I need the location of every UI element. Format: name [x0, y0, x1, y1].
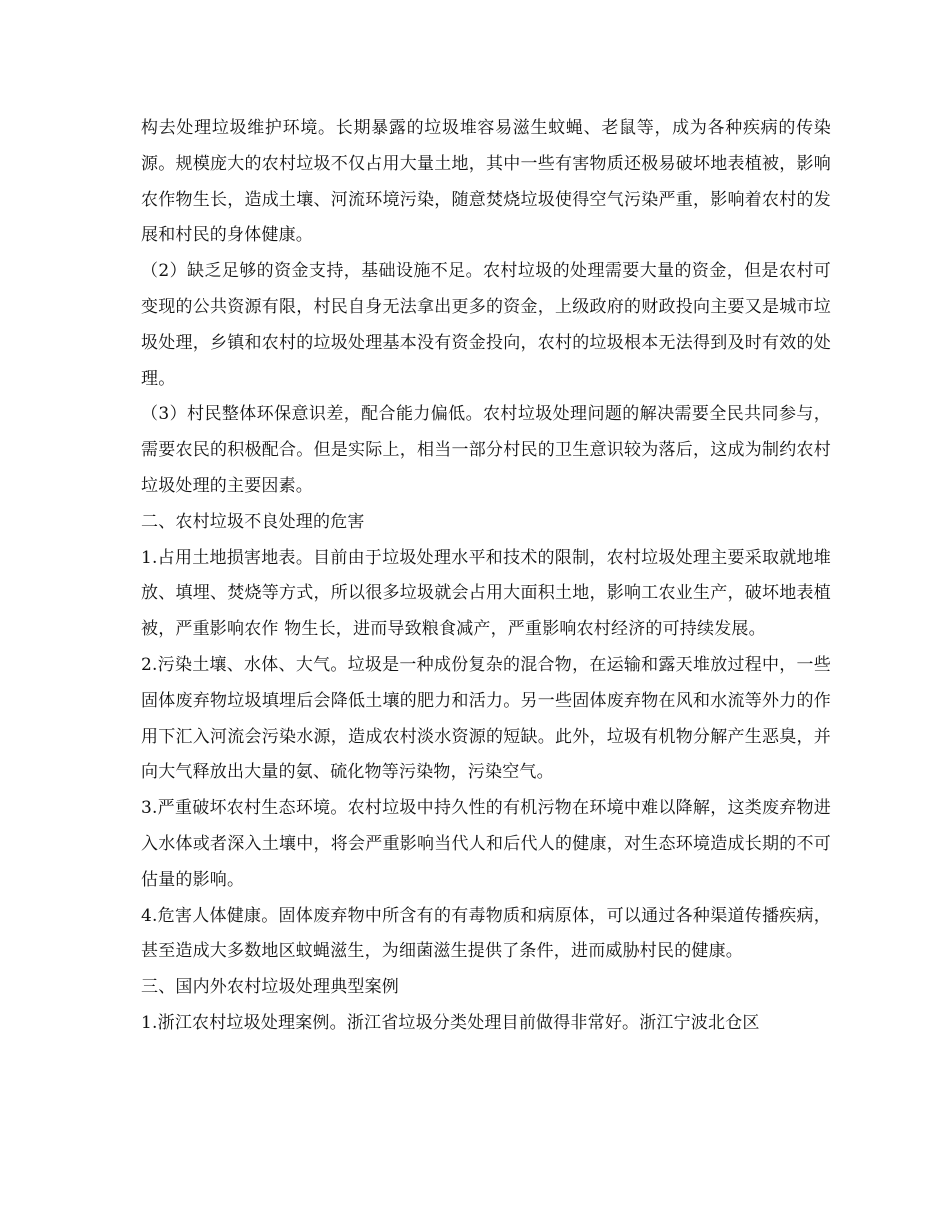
- paragraph-land-occupation: 1.占用土地损害地表。目前由于垃圾处理水平和技术的限制，农村垃圾处理主要采取就地堆放、填埋、焚烧等方式，所以很多垃圾就会占用大面积土地，影响工农业生产，破坏地表植被，严重影响农作 物生长，进而导致粮食减产，严重影响农村经济的可持续发展。: [141, 547, 831, 640]
- section-heading-harms: 二、农村垃圾不良处理的危害: [141, 511, 365, 532]
- document-body: [141, 111, 831, 1042]
- paragraph-ecology: 3.严重破坏农村生态环境。农村垃圾中持久性的有机污物在环境中难以降解，这类废弃物进入水体或者深入土壤中，将会严重影响当代人和后代人的健康，对生态环境造成长期的不可估量的影响。: [141, 798, 831, 890]
- paragraph-health: 4.危害人体健康。固体废弃物中所含有的有毒物质和病原体，可以通过各种渠道传播疾病，甚至造成大多数地区蚊蝇滋生，为细菌滋生提供了条件，进而威胁村民的健康。: [141, 905, 831, 962]
- paragraph-zhejiang-case: 1.浙江农村垃圾处理案例。浙江省垃圾分类处理目前做得非常好。浙江宁波北仓区: [141, 1012, 760, 1033]
- paragraph-environment-impact: 构去处理垃圾维护环境。长期暴露的垃圾堆容易滋生蚊蝇、老鼠等，成为各种疾病的传染源。规模庞大的农村垃圾不仅占用大量土地，其中一些有害物质还极易破坏地表植被，影响农作物生长，造成土壤、河流环境污染，随意焚烧垃圾使得空气污染严重，影响着农村的发展和村民的身体健康。: [141, 118, 831, 246]
- paragraph-funding-shortage: （2）缺乏足够的资金支持，基础设施不足。农村垃圾的处理需要大量的资金，但是农村可变现的公共资源有限，村民自身无法拿出更多的资金，上级政府的财政投向主要又是城市垃圾处理，乡镇和农村的垃圾处理基本没有资金投向，农村的垃圾根本无法得到及时有效的处理。: [141, 261, 831, 389]
- paragraph-pollution: 2.污染土壤、水体、大气。垃圾是一种成份复杂的混合物，在运输和露天堆放过程中，一些固体废弃物垃圾填埋后会降低土壤的肥力和活力。另一些固体废弃物在风和水流等外力的作用下汇入河流会污染水源，造成农村淡水资源的短缺。此外，垃圾有机物分解产生恶臭，并向大气释放出大量的氨、硫化物等污染物，污染空气。: [141, 654, 831, 783]
- paragraph-awareness: （3）村民整体环保意识差，配合能力偏低。农村垃圾处理问题的解决需要全民共同参与，需要农民的积极配合。但是实际上，相当一部分村民的卫生意识较为落后，这成为制约农村垃圾处理的主要因素。: [141, 404, 831, 496]
- section-heading-cases: 三、国内外农村垃圾处理典型案例: [141, 977, 399, 998]
